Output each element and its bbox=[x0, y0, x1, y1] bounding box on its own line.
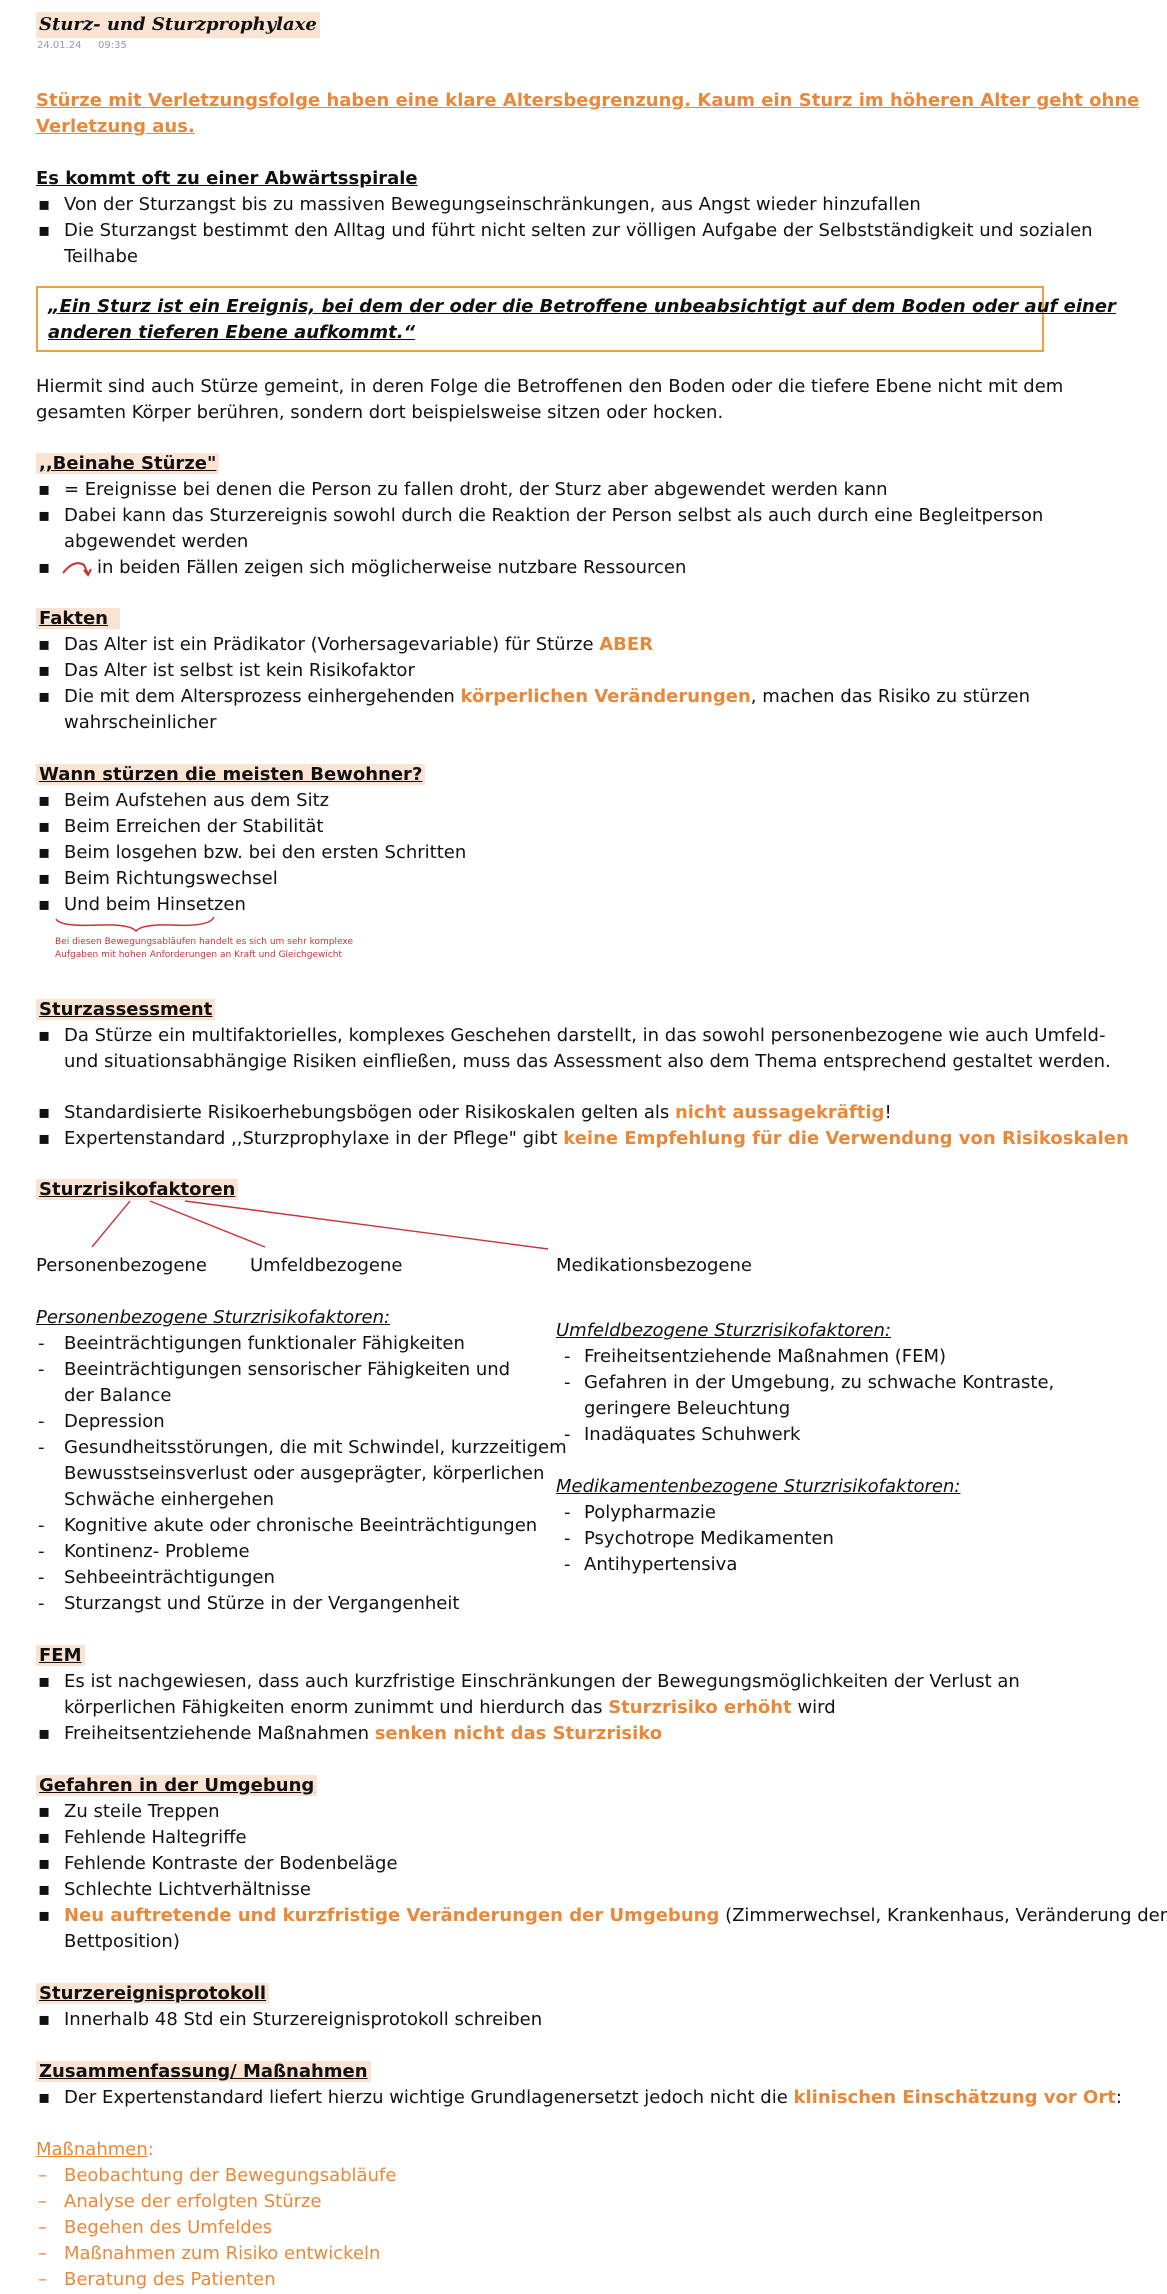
person-item: Sehbeeinträchtigungen bbox=[64, 1567, 275, 1588]
bullet-marker: ▪ bbox=[38, 1723, 51, 1744]
handwritten-note-1: Bei diesen Bewegungsabläufen handelt es sich um sehr komplexe bbox=[55, 937, 353, 947]
assessment-bullet-3-hl: keine Empfehlung für die Verwendung von Risikoskalen bbox=[563, 1128, 1129, 1149]
assessment-bullet-2-post: ! bbox=[884, 1102, 892, 1123]
fem-bullet-2-pre: Freiheitsentziehende Maßnahmen bbox=[64, 1723, 369, 1744]
bullet-marker: ▪ bbox=[38, 557, 51, 578]
bullet-marker: ▪ bbox=[38, 816, 51, 837]
massnahmen-item: Beratung des Patienten bbox=[64, 2269, 276, 2290]
dash-marker: - bbox=[564, 1346, 571, 1367]
bullet-marker: ▪ bbox=[38, 1801, 51, 1822]
fakten-bullet-3-hl: körperlichen Veränderungen bbox=[460, 686, 751, 707]
bullet-marker: ▪ bbox=[38, 1102, 51, 1123]
dash-marker: - bbox=[38, 1437, 45, 1458]
umfeld-item: Freiheitsentziehende Maßnahmen (FEM) bbox=[584, 1346, 947, 1367]
fem-bullet-2-hl: senken nicht das Sturzrisiko bbox=[374, 1723, 663, 1744]
assessment-bullet-2-pre: Standardisierte Risikoerhebungsbögen oder Risikoskalen gelten als bbox=[64, 1102, 670, 1123]
wann-item: Beim losgehen bzw. bei den ersten Schritten bbox=[64, 842, 467, 863]
spirale-bullet-2a: Die Sturzangst bestimmt den Alltag und führt nicht selten zur völligen Aufgabe der Selbstständigkeit und sozialen bbox=[64, 220, 1093, 241]
dash-marker: - bbox=[564, 1502, 571, 1523]
beinahe-heading: ,,Beinahe Stürze" bbox=[36, 453, 219, 474]
fakten-bullet-1: Das Alter ist ein Prädikator (Vorhersagevariable) für Stürze bbox=[64, 634, 594, 655]
assessment-bullet-1a: Da Stürze ein multifaktorielles, komplexes Geschehen darstellt, in das sowohl personenbezogene wie auch Umfeld- bbox=[64, 1025, 1106, 1046]
fakten-heading: Fakten bbox=[36, 608, 120, 629]
person-item: Kontinenz- Probleme bbox=[64, 1541, 250, 1562]
fakten-aber: ABER bbox=[599, 634, 654, 655]
person-heading: Personenbezogene Sturzrisikofaktoren: bbox=[36, 1307, 391, 1328]
bullet-marker: ▪ bbox=[38, 2087, 51, 2108]
bullet-marker: ▪ bbox=[38, 1905, 51, 1926]
fakten-bullet-3-post: , machen das Risiko zu stürzen bbox=[750, 686, 1031, 707]
medi-heading: Medikamentenbezogene Sturzrisikofaktoren: bbox=[556, 1476, 961, 1497]
bullet-marker: ▪ bbox=[38, 1853, 51, 1874]
assessment-bullet-1b: und situationsabhängige Risiken einfließen, muss das Assessment also dem Thema entsprechend gestaltet werden. bbox=[64, 1051, 1111, 1072]
umfeld-item: Gefahren in der Umgebung, zu schwache Kontraste, bbox=[584, 1372, 1055, 1393]
bullet-marker: ▪ bbox=[38, 1025, 51, 1046]
definition-note-2: gesamten Körper berühren, sondern dort beispielsweise sitzen oder hocken. bbox=[36, 402, 724, 423]
spirale-bullet-1: Von der Sturzangst bis zu massiven Bewegungseinschränkungen, aus Angst wieder hinzufallen bbox=[64, 194, 921, 215]
bullet-marker: ▪ bbox=[38, 790, 51, 811]
bullet-marker: ▪ bbox=[38, 634, 51, 655]
dash-marker: - bbox=[38, 1541, 45, 1562]
fem-bullet-1b-pre: körperlichen Fähigkeiten enorm zunimmt und hierdurch das bbox=[64, 1697, 603, 1718]
gefahren-item: Fehlende Kontraste der Bodenbeläge bbox=[64, 1853, 398, 1874]
fem-bullet-1a: Es ist nachgewiesen, dass auch kurzfristige Einschränkungen der Bewegungsmöglichkeiten der Verlust an bbox=[64, 1671, 1020, 1692]
umfeld-item-cont: geringere Beleuchtung bbox=[584, 1398, 791, 1419]
gefahren-item: Schlechte Lichtverhältnisse bbox=[64, 1879, 311, 1900]
intro-line-2: Verletzung aus. bbox=[36, 116, 195, 137]
wann-item: Beim Aufstehen aus dem Sitz bbox=[64, 790, 330, 811]
person-item-cont: der Balance bbox=[64, 1385, 172, 1406]
massnahmen-item: Analyse der erfolgten Stürze bbox=[64, 2191, 322, 2212]
massnahmen-item: Maßnahmen zum Risiko entwickeln bbox=[64, 2243, 381, 2264]
category-umfeldbezogen: Umfeldbezogene bbox=[250, 1255, 403, 1276]
gefahren-item: Zu steile Treppen bbox=[64, 1801, 220, 1822]
bullet-marker: ▪ bbox=[38, 660, 51, 681]
fem-bullet-1b-post: wird bbox=[797, 1697, 836, 1718]
brace-drawing bbox=[50, 913, 230, 935]
assessment-bullet-3-pre: Expertenstandard ,,Sturzprophylaxe in der Pflege" gibt bbox=[64, 1128, 558, 1149]
wann-item: Beim Richtungswechsel bbox=[64, 868, 278, 889]
person-item: Kognitive akute oder chronische Beeinträchtigungen bbox=[64, 1515, 538, 1536]
dash-marker: – bbox=[38, 2243, 47, 2264]
fem-heading: FEM bbox=[36, 1645, 85, 1666]
medi-item: Psychotrope Medikamenten bbox=[584, 1528, 834, 1549]
assessment-bullet-2-hl: nicht aussagekräftig bbox=[674, 1102, 885, 1123]
bullet-marker: ▪ bbox=[38, 1128, 51, 1149]
person-item: Beeinträchtigungen sensorischer Fähigkeiten und bbox=[64, 1359, 511, 1380]
curved-arrow-icon bbox=[60, 557, 94, 579]
zusammenfassung-post: : bbox=[1115, 2087, 1122, 2108]
bullet-marker: ▪ bbox=[38, 2009, 51, 2030]
wann-item: Und beim Hinsetzen bbox=[64, 894, 246, 915]
note-date: 24.01.24 bbox=[37, 40, 82, 51]
wann-item: Beim Erreichen der Stabilität bbox=[64, 816, 324, 837]
bullet-marker: ▪ bbox=[38, 894, 51, 915]
dash-marker: – bbox=[38, 2217, 47, 2238]
dash-marker: - bbox=[38, 1593, 45, 1614]
massnahmen-colon: : bbox=[147, 2139, 154, 2160]
fakten-bullet-3-pre: Die mit dem Altersprozess einhergehenden bbox=[64, 686, 455, 707]
definition-line-2: anderen tieferen Ebene aufkommt.“ bbox=[48, 322, 416, 343]
connector-lines bbox=[0, 1195, 1080, 1255]
bullet-marker: ▪ bbox=[38, 505, 51, 526]
definition-note-1: Hiermit sind auch Stürze gemeint, in deren Folge die Betroffenen den Boden oder die tiefere Ebene nicht mit dem bbox=[36, 376, 1064, 397]
risikofaktoren-heading: Sturzrisikofaktoren bbox=[36, 1179, 238, 1200]
dash-marker: – bbox=[38, 2191, 47, 2212]
bullet-marker: ▪ bbox=[38, 686, 51, 707]
category-medikationsbezogen: Medikationsbezogene bbox=[556, 1255, 752, 1276]
beinahe-bullet-1: = Ereignisse bei denen die Person zu fallen droht, der Sturz aber abgewendet werden kann bbox=[64, 479, 888, 500]
person-item-cont: Schwäche einhergehen bbox=[64, 1489, 275, 1510]
dash-marker: - bbox=[38, 1567, 45, 1588]
person-item: Sturzangst und Stürze in der Vergangenheit bbox=[64, 1593, 460, 1614]
spirale-bullet-2b: Teilhabe bbox=[64, 246, 138, 267]
gefahren-heading: Gefahren in der Umgebung bbox=[36, 1775, 317, 1796]
bullet-marker: ▪ bbox=[38, 1879, 51, 1900]
beinahe-bullet-3: in beiden Fällen zeigen sich möglicherweise nutzbare Ressourcen bbox=[97, 557, 687, 578]
person-item: Gesundheitsstörungen, die mit Schwindel, kurzzeitigem bbox=[64, 1437, 567, 1458]
category-personenbezogen: Personenbezogene bbox=[36, 1255, 207, 1276]
dash-marker: - bbox=[564, 1528, 571, 1549]
bullet-marker: ▪ bbox=[38, 220, 51, 241]
spirale-heading: Es kommt oft zu einer Abwärtsspirale bbox=[36, 168, 418, 189]
dash-marker: - bbox=[564, 1372, 571, 1393]
medi-item: Antihypertensiva bbox=[584, 1554, 738, 1575]
gefahren-bullet-5b: Bettposition) bbox=[64, 1931, 180, 1952]
dash-marker: – bbox=[38, 2269, 47, 2290]
massnahmen-item: Beobachtung der Bewegungsabläufe bbox=[64, 2165, 397, 2186]
handwritten-note-2: Aufgaben mit hohen Anforderungen an Kraft und Gleichgewicht bbox=[55, 950, 343, 960]
wann-heading: Wann stürzen die meisten Bewohner? bbox=[36, 764, 425, 785]
bullet-marker: ▪ bbox=[38, 194, 51, 215]
massnahmen-item: Begehen des Umfeldes bbox=[64, 2217, 273, 2238]
gefahren-item: Fehlende Haltegriffe bbox=[64, 1827, 247, 1848]
person-item-cont: Bewusstseinsverlust oder ausgeprägter, körperlichen bbox=[64, 1463, 545, 1484]
page-title: Sturz- und Sturzprophylaxe bbox=[36, 12, 320, 38]
umfeld-heading: Umfeldbezogene Sturzrisikofaktoren: bbox=[556, 1320, 891, 1341]
gefahren-bullet-5-post: (Zimmerwechsel, Krankenhaus, Veränderung der bbox=[725, 1905, 1167, 1926]
protokoll-heading: Sturzereignisprotokoll bbox=[36, 1983, 269, 2004]
beinahe-bullet-2b: abgewendet werden bbox=[64, 531, 249, 552]
zusammenfassung-hl: klinischen Einschätzung vor Ort bbox=[793, 2087, 1116, 2108]
bullet-marker: ▪ bbox=[38, 842, 51, 863]
dash-marker: - bbox=[38, 1359, 45, 1380]
umfeld-item: Inadäquates Schuhwerk bbox=[584, 1424, 801, 1445]
intro-line-1: Stürze mit Verletzungsfolge haben eine klare Altersbegrenzung. Kaum ein Sturz im höheren Alter geht ohne bbox=[36, 90, 1140, 111]
fakten-bullet-3b: wahrscheinlicher bbox=[64, 712, 217, 733]
dash-marker: - bbox=[564, 1424, 571, 1445]
medi-item: Polypharmazie bbox=[584, 1502, 716, 1523]
note-time: 09:35 bbox=[98, 40, 127, 51]
dash-marker: - bbox=[564, 1554, 571, 1575]
bullet-marker: ▪ bbox=[38, 479, 51, 500]
zusammenfassung-pre: Der Expertenstandard liefert hierzu wichtige Grundlagenersetzt jedoch nicht die bbox=[64, 2087, 788, 2108]
definition-line-1: „Ein Sturz ist ein Ereignis, bei dem der oder die Betroffene unbeabsichtigt auf dem Boden oder auf einer bbox=[48, 296, 1116, 317]
dash-marker: - bbox=[38, 1333, 45, 1354]
person-item: Depression bbox=[64, 1411, 165, 1432]
dash-marker: – bbox=[38, 2165, 47, 2186]
fakten-bullet-2: Das Alter ist selbst ist kein Risikofaktor bbox=[64, 660, 415, 681]
bullet-marker: ▪ bbox=[38, 868, 51, 889]
dash-marker: - bbox=[38, 1411, 45, 1432]
gefahren-bullet-5-hl: Neu auftretende und kurzfristige Veränderungen der Umgebung bbox=[64, 1905, 720, 1926]
fem-bullet-1b-hl: Sturzrisiko erhöht bbox=[608, 1697, 792, 1718]
protokoll-bullet-1: Innerhalb 48 Std ein Sturzereignisprotokoll schreiben bbox=[64, 2009, 543, 2030]
beinahe-bullet-2a: Dabei kann das Sturzereignis sowohl durch die Reaktion der Person selbst als auch durch eine Begleitperson bbox=[64, 505, 1044, 526]
zusammenfassung-heading: Zusammenfassung/ Maßnahmen bbox=[36, 2061, 371, 2082]
bullet-marker: ▪ bbox=[38, 1827, 51, 1848]
dash-marker: - bbox=[38, 1515, 45, 1536]
bullet-marker: ▪ bbox=[38, 1671, 51, 1692]
person-item: Beeinträchtigungen funktionaler Fähigkeiten bbox=[64, 1333, 465, 1354]
massnahmen-heading: Maßnahmen bbox=[36, 2139, 148, 2160]
assessment-heading: Sturzassessment bbox=[36, 999, 215, 1020]
